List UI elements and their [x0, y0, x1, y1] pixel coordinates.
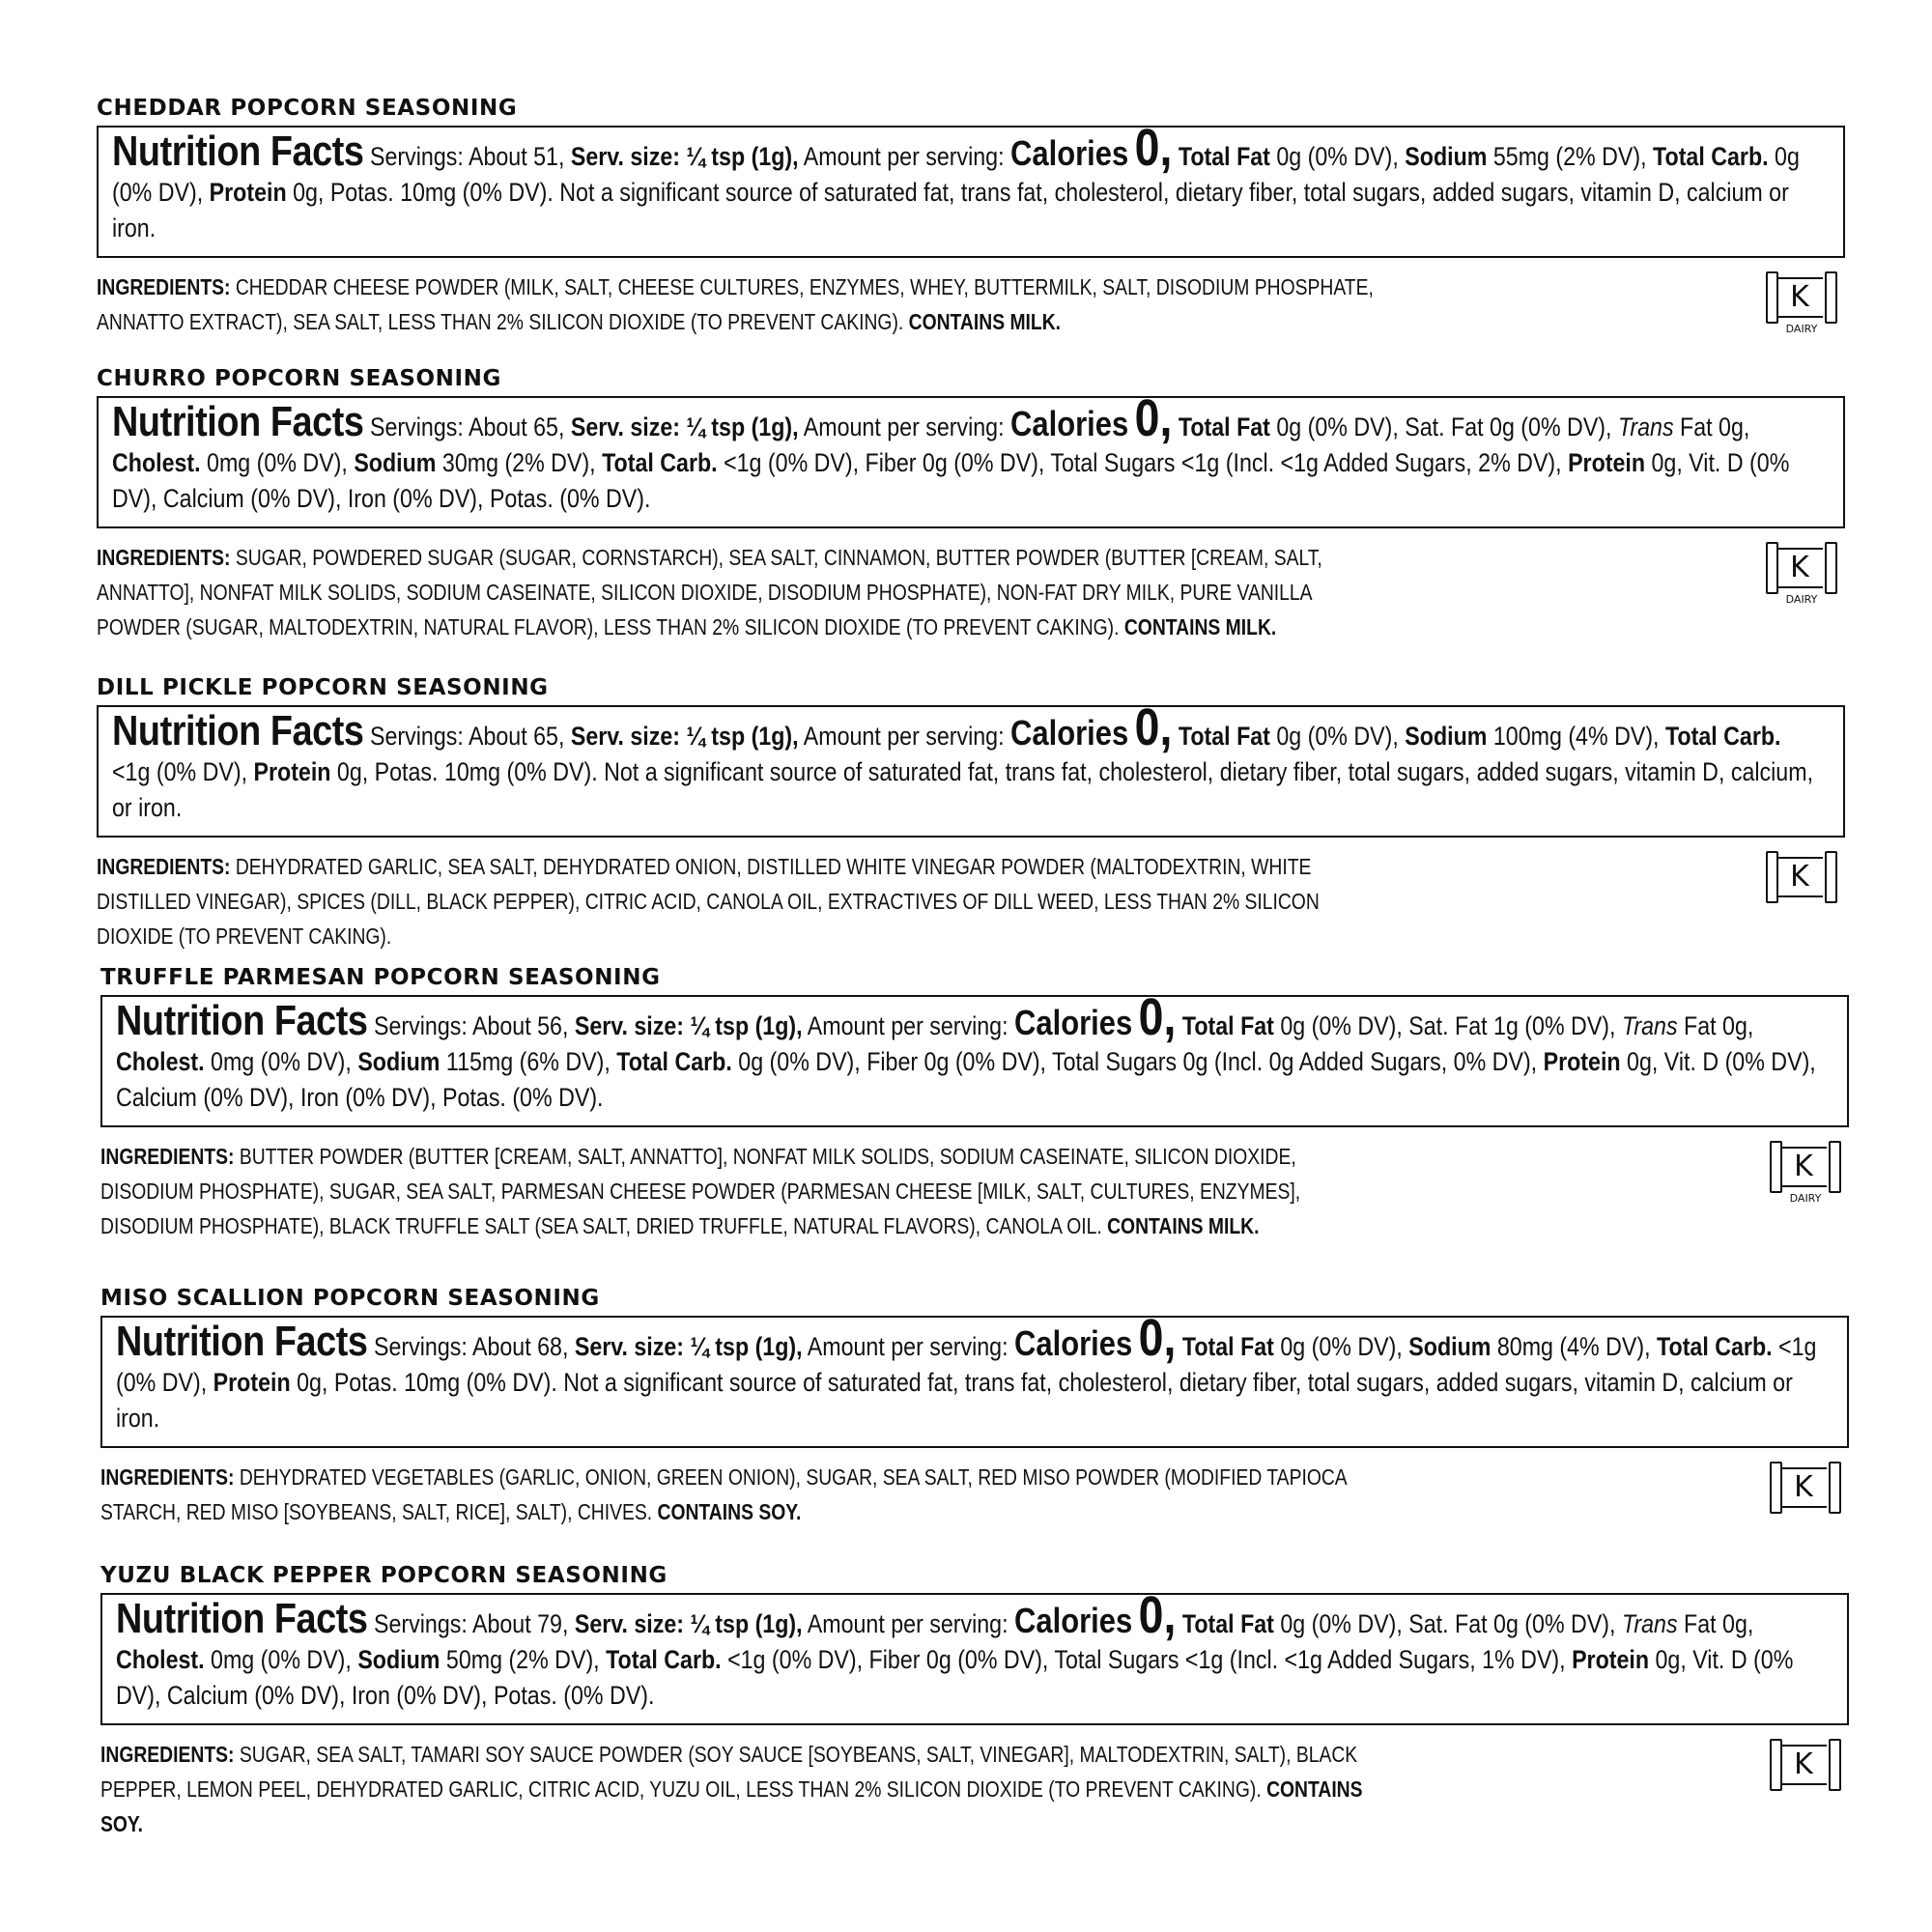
nutrient-fact: 0g (0% DV), Sat. Fat 1g (0% DV), — [1273, 1011, 1622, 1040]
ingredients-value: DEHYDRATED VEGETABLES (GARLIC, ONION, GREEN ONION), SUGAR, SEA SALT, RED MISO POWDER (MODIFIED TAPIOCA STARCH, RED MISO [SOYBEANS, SALT, RICE], SALT), CHIVES. — [100, 1464, 1347, 1524]
nutrient-fact: 0g, Vit. D (0% DV), Calcium (0% DV), Iron (0% DV), Potas. (0% DV). — [112, 448, 1790, 513]
nutrient-fact: 30mg (2% DV), — [436, 448, 603, 477]
nutrition-facts-text: Nutrition Facts Servings: About 65, Serv. size: ¼ tsp (1g), Amount per serving: Calories 0, Total Fat 0g (0% DV), Sodium 100mg (4% DV), Total Carb. <1g (0% DV), Protein 0g, Potas. 10mg (0% DV). Not a significant source of saturated fat, trans fat, cholesterol, dietary fiber, total sugars, added sugars, vitamin D, calcium, or iron. — [112, 698, 1814, 822]
nutrient-fact: Total Carb. — [602, 448, 718, 477]
amount-per-serving-label: Amount per serving: — [803, 722, 1005, 751]
nutrient-fact: Total Carb. — [1664, 722, 1781, 751]
nutrient-fact: 0g (0% DV), — [1269, 722, 1406, 751]
ingredients-row — [100, 1737, 1849, 1841]
serving-size-value: ¼ tsp (1g), — [690, 1609, 803, 1638]
servings-value: About 51 — [468, 142, 558, 171]
nutrient-fact: 0g (0% DV), — [1273, 1332, 1409, 1361]
nutrition-facts-text: Nutrition Facts Servings: About 56, Serv. size: ¼ tsp (1g), Amount per serving: Calories 0, Total Fat 0g (0% DV), Sat. Fat 1g (0% DV), Trans Fat 0g, Cholest. 0mg (0% DV), Sodium 115mg (6% DV), Total Carb. 0g (0% DV), Fiber 0g (0% DV), Total Sugars 0g (Incl. 0g Added Sugars, 0% DV), Protein 0g, Vit. D (0% DV), Calcium (0% DV), Iron (0% DV), Potas. (0% DV). — [116, 988, 1816, 1112]
ingredients-label: INGREDIENTS: — [97, 274, 231, 299]
nutrient-fact: Total Fat — [1181, 1332, 1274, 1361]
nutrient-fact: Sodium — [1405, 142, 1488, 171]
serving-size-value: ¼ tsp (1g), — [686, 412, 799, 441]
nutrient-fact: Protein — [209, 178, 287, 207]
calories-value: 0, — [1138, 988, 1177, 1046]
seasoning-title: YUZU BLACK PEPPER POPCORN SEASONING — [100, 1563, 668, 1588]
calories-value: 0, — [1134, 698, 1173, 756]
seasoning-title: CHURRO POPCORN SEASONING — [97, 366, 501, 391]
ingredients-label: INGREDIENTS: — [97, 854, 231, 879]
calories-label: Calories — [1014, 1601, 1133, 1640]
nutrition-facts-heading: Nutrition Facts — [116, 1318, 368, 1365]
contains-statement: CONTAINS MILK. — [908, 309, 1062, 334]
nutrient-fact: Total Carb. — [616, 1047, 732, 1076]
nutrition-facts-heading: Nutrition Facts — [116, 1595, 368, 1642]
serving-size-label: Serv. size: — [570, 142, 681, 171]
serving-size-value: ¼ tsp (1g), — [690, 1332, 803, 1361]
nutrient-fact: Fat 0g, — [1677, 1609, 1754, 1638]
serving-size-label: Serv. size: — [570, 722, 681, 751]
contains-statement: CONTAINS SOY. — [657, 1499, 802, 1524]
kosher-letter: K — [1780, 1745, 1827, 1785]
ingredients-label: INGREDIENTS: — [100, 1742, 235, 1767]
amount-per-serving-label: Amount per serving: — [807, 1332, 1009, 1361]
kosher-letter: K — [1776, 548, 1823, 588]
kosher-letter: K — [1780, 1147, 1827, 1187]
nutrient-fact: <1g (0% DV), — [112, 757, 254, 786]
calories-label: Calories — [1010, 404, 1129, 443]
serving-size-label: Serv. size: — [574, 1011, 685, 1040]
nutrition-facts-box — [97, 119, 1845, 258]
ingredients-row — [97, 540, 1845, 644]
nutrient-fact: Protein — [253, 757, 331, 786]
nutrient-fact: 0g (0% DV), Sat. Fat 0g (0% DV), — [1273, 1609, 1622, 1638]
nutrient-fact: Sodium — [357, 1645, 440, 1674]
seasoning-section — [100, 1562, 1849, 1841]
nutrition-facts-heading: Nutrition Facts — [112, 398, 364, 445]
nutrient-fact: 0g (0% DV), — [112, 142, 1800, 207]
calories-value: 0, — [1134, 119, 1173, 177]
nutrient-fact: Sodium — [1405, 722, 1488, 751]
nutrient-fact: 0mg (0% DV), — [204, 1645, 358, 1674]
nutrient-fact: <1g (0% DV), Fiber 0g (0% DV), Total Sugars <1g (Incl. <1g Added Sugars, 2% DV), — [717, 448, 1569, 477]
nutrient-fact: Trans — [1621, 1609, 1678, 1638]
nutrient-fact: <1g (0% DV), Fiber 0g (0% DV), Total Sugars <1g (Incl. <1g Added Sugars, 1% DV), — [721, 1645, 1573, 1674]
servings-label: Servings: — [370, 412, 464, 441]
nutrition-facts-text: Nutrition Facts Servings: About 51, Serv. size: ¼ tsp (1g), Amount per serving: Calories 0, Total Fat 0g (0% DV), Sodium 55mg (2% DV), Total Carb. 0g (0% DV), Protein 0g, Potas. 10mg (0% DV). Not a significant source of saturated fat, trans fat, cholesterol, dietary fiber, total sugars, added sugars, vitamin D, calcium or iron. — [112, 119, 1800, 242]
nutrient-fact: 55mg (2% DV), — [1487, 142, 1654, 171]
serving-size-value: ¼ tsp (1g), — [686, 722, 799, 751]
nutrient-fact: Protein — [1572, 1645, 1650, 1674]
nutrition-facts-box — [100, 988, 1849, 1127]
servings-label: Servings: — [374, 1332, 468, 1361]
contains-statement: CONTAINS SOY. — [100, 1776, 1363, 1836]
seasoning-title: MISO SCALLION POPCORN SEASONING — [100, 1286, 600, 1311]
nutrition-facts-box — [97, 389, 1845, 528]
nutrient-fact: <1g (0% DV), — [116, 1332, 1817, 1397]
servings-label: Servings: — [374, 1011, 468, 1040]
nutrient-fact: Trans — [1621, 1011, 1678, 1040]
servings-value: About 65 — [468, 412, 558, 441]
calories-value: 0, — [1138, 1309, 1177, 1367]
nutrition-facts-heading: Nutrition Facts — [116, 997, 368, 1044]
nutrition-facts-heading: Nutrition Facts — [112, 707, 364, 754]
ingredients-label: INGREDIENTS: — [100, 1144, 235, 1169]
nutrient-fact: Cholest. — [116, 1645, 205, 1674]
servings-label: Servings: — [370, 142, 464, 171]
nutrient-fact: Fat 0g, — [1677, 1011, 1754, 1040]
kosher-symbol-icon — [1766, 542, 1837, 615]
ingredients-value: SUGAR, SEA SALT, TAMARI SOY SAUCE POWDER (SOY SAUCE [SOYBEANS, SALT, VINEGAR], MALTODEXTRIN, SALT), BLACK PEPPER, LEMON PEEL, DEHYDRATED GARLIC, CITRIC ACID, YUZU OIL, LESS THAN 2% SILICON DIOXIDE (TO PREVENT CAKING). — [100, 1742, 1358, 1802]
nutrition-facts-box — [100, 1586, 1849, 1725]
nutrient-fact: Total Fat — [1178, 722, 1270, 751]
nutrition-facts-text: Nutrition Facts Servings: About 68, Serv. size: ¼ tsp (1g), Amount per serving: Calories 0, Total Fat 0g (0% DV), Sodium 80mg (4% DV), Total Carb. <1g (0% DV), Protein 0g, Potas. 10mg (0% DV). Not a significant source of saturated fat, trans fat, cholesterol, dietary fiber, total sugars, added sugars, vitamin D, calcium or iron. — [116, 1309, 1817, 1433]
ingredients-text — [97, 270, 1378, 339]
nutrient-fact: Total Fat — [1181, 1011, 1274, 1040]
amount-per-serving-label: Amount per serving: — [803, 142, 1005, 171]
kosher-symbol-icon — [1766, 271, 1837, 345]
seasoning-section — [97, 674, 1845, 953]
seasoning-title: CHEDDAR POPCORN SEASONING — [97, 96, 518, 121]
servings-value: About 68 — [471, 1332, 562, 1361]
kosher-symbol-icon — [1770, 1739, 1841, 1812]
nutrient-fact: Total Carb. — [1657, 1332, 1773, 1361]
nutrient-fact: 50mg (2% DV), — [440, 1645, 607, 1674]
ingredients-text — [97, 540, 1378, 644]
nutrient-fact: Protein — [1543, 1047, 1621, 1076]
servings-value: About 79 — [471, 1609, 562, 1638]
ingredients-row — [97, 849, 1845, 953]
calories-label: Calories — [1010, 133, 1129, 173]
kosher-letter: K — [1780, 1467, 1827, 1508]
seasoning-section — [100, 1285, 1849, 1529]
ingredients-row — [100, 1460, 1849, 1529]
ingredients-text — [100, 1139, 1382, 1243]
nutrient-fact: Fat 0g, — [1673, 412, 1750, 441]
nutrient-fact: 0mg (0% DV), — [204, 1047, 358, 1076]
nutrient-fact: Total Carb. — [606, 1645, 722, 1674]
nutrient-fact: Sodium — [1408, 1332, 1492, 1361]
calories-value: 0, — [1134, 389, 1173, 447]
ingredients-value: DEHYDRATED GARLIC, SEA SALT, DEHYDRATED ONION, DISTILLED WHITE VINEGAR POWDER (MALTODEXTRIN, WHITE DISTILLED VINEGAR), SPICES (DILL, BLACK PEPPER), CITRIC ACID, CANOLA OIL, EXTRACTIVES OF DILL WEED, LESS THAN 2% SILICON DIOXIDE (TO PREVENT CAKING). — [97, 854, 1320, 949]
nutrition-facts-box — [97, 698, 1845, 838]
seasoning-title: DILL PICKLE POPCORN SEASONING — [97, 675, 549, 700]
nutrient-fact: Total Fat — [1181, 1609, 1274, 1638]
kosher-dairy-note: DAIRY — [1785, 323, 1818, 335]
nutrient-fact: 0g, Potas. 10mg (0% DV). Not a significant source of saturated fat, trans fat, cholesterol, dietary fiber, total sugars, added sugars, vitamin D, calcium, or iron. — [112, 757, 1814, 822]
ingredients-row — [97, 270, 1845, 339]
nutrient-fact: 0g, Potas. 10mg (0% DV). Not a significant source of saturated fat, trans fat, cholesterol, dietary fiber, total sugars, added sugars, vitamin D, calcium or iron. — [116, 1368, 1793, 1433]
amount-per-serving-label: Amount per serving: — [807, 1609, 1009, 1638]
ingredients-text — [100, 1737, 1382, 1841]
amount-per-serving-label: Amount per serving: — [803, 412, 1005, 441]
contains-statement: CONTAINS MILK. — [1107, 1213, 1260, 1238]
calories-label: Calories — [1014, 1003, 1133, 1042]
ingredients-label: INGREDIENTS: — [97, 545, 231, 570]
seasoning-title: TRUFFLE PARMESAN POPCORN SEASONING — [100, 965, 661, 990]
nutrient-fact: 0g (0% DV), — [1269, 142, 1406, 171]
nutrient-fact: Protein — [1568, 448, 1646, 477]
kosher-dairy-note: DAIRY — [1785, 593, 1818, 606]
nutrient-fact: Trans — [1617, 412, 1674, 441]
ingredients-text — [100, 1460, 1382, 1529]
ingredients-value: SUGAR, POWDERED SUGAR (SUGAR, CORNSTARCH), SEA SALT, CINNAMON, BUTTER POWDER (BUTTER [CREAM, SALT, ANNATTO], NONFAT MILK SOLIDS, SODIUM CASEINATE, SILICON DIOXIDE, DISODIUM PHOSPHATE), NON-FAT DRY MILK, PURE VANILLA POWDER (SUGAR, MALTODEXTRIN, NATURAL FLAVOR), LESS THAN 2% SILICON DIOXIDE (TO PREVENT CAKING). — [97, 545, 1322, 639]
contains-statement: CONTAINS MILK. — [1123, 614, 1277, 639]
ingredients-row — [100, 1139, 1849, 1243]
nutrient-fact: Cholest. — [116, 1047, 205, 1076]
kosher-symbol-icon — [1770, 1141, 1841, 1214]
calories-value: 0, — [1138, 1586, 1177, 1644]
ingredients-value: CHEDDAR CHEESE POWDER (MILK, SALT, CHEESE CULTURES, ENZYMES, WHEY, BUTTERMILK, SALT, DISODIUM PHOSPHATE, ANNATTO EXTRACT), SEA SALT, LESS THAN 2% SILICON DIOXIDE (TO PREVENT CAKING). — [97, 274, 1374, 334]
calories-label: Calories — [1010, 713, 1129, 753]
servings-value: About 65 — [468, 722, 558, 751]
nutrient-fact: Total Carb. — [1653, 142, 1769, 171]
kosher-letter: K — [1776, 857, 1823, 897]
serving-size-label: Serv. size: — [574, 1609, 685, 1638]
servings-label: Servings: — [370, 722, 464, 751]
nutrient-fact: 0g, Potas. 10mg (0% DV). Not a significant source of saturated fat, trans fat, cholesterol, dietary fiber, total sugars, added sugars, vitamin D, calcium or iron. — [112, 178, 1789, 242]
nutrient-fact: 0g (0% DV), Sat. Fat 0g (0% DV), — [1269, 412, 1618, 441]
nutrient-fact: Sodium — [354, 448, 437, 477]
nutrient-fact: 80mg (4% DV), — [1491, 1332, 1658, 1361]
calories-label: Calories — [1014, 1323, 1133, 1363]
nutrient-fact: 0mg (0% DV), — [200, 448, 355, 477]
serving-size-value: ¼ tsp (1g), — [690, 1011, 803, 1040]
seasoning-section — [100, 964, 1849, 1243]
serving-size-label: Serv. size: — [570, 412, 681, 441]
servings-label: Servings: — [374, 1609, 468, 1638]
serving-size-value: ¼ tsp (1g), — [686, 142, 799, 171]
kosher-symbol-icon — [1770, 1462, 1841, 1535]
nutrient-fact: Cholest. — [112, 448, 201, 477]
nutrient-fact: 100mg (4% DV), — [1487, 722, 1665, 751]
seasoning-section — [97, 95, 1845, 339]
ingredients-label: INGREDIENTS: — [100, 1464, 235, 1490]
kosher-letter: K — [1776, 277, 1823, 318]
nutrition-facts-box — [100, 1309, 1849, 1448]
amount-per-serving-label: Amount per serving: — [807, 1011, 1009, 1040]
seasoning-section — [97, 365, 1845, 644]
nutrient-fact: Protein — [213, 1368, 291, 1397]
nutrient-fact: Sodium — [357, 1047, 440, 1076]
nutrient-fact: 0g (0% DV), Fiber 0g (0% DV), Total Sugars 0g (Incl. 0g Added Sugars, 0% DV), — [731, 1047, 1544, 1076]
nutrient-fact: Total Fat — [1178, 142, 1270, 171]
nutrition-facts-text: Nutrition Facts Servings: About 65, Serv. size: ¼ tsp (1g), Amount per serving: Calories 0, Total Fat 0g (0% DV), Sat. Fat 0g (0% DV), Trans Fat 0g, Cholest. 0mg (0% DV), Sodium 30mg (2% DV), Total Carb. <1g (0% DV), Fiber 0g (0% DV), Total Sugars <1g (Incl. <1g Added Sugars, 2% DV), Protein 0g, Vit. D (0% DV), Calcium (0% DV), Iron (0% DV), Potas. (0% DV). — [112, 389, 1790, 513]
servings-value: About 56 — [471, 1011, 562, 1040]
ingredients-value: BUTTER POWDER (BUTTER [CREAM, SALT, ANNATTO], NONFAT MILK SOLIDS, SODIUM CASEINATE, SILICON DIOXIDE, DISODIUM PHOSPHATE), SUGAR, SEA SALT, PARMESAN CHEESE POWDER (PARMESAN CHEESE [MILK, SALT, CULTURES, ENZYMES], DISODIUM PHOSPHATE), BLACK TRUFFLE SALT (SEA SALT, DRIED TRUFFLE, NATURAL FLAVORS), CANOLA OIL. — [100, 1144, 1301, 1238]
nutrition-facts-heading: Nutrition Facts — [112, 128, 364, 175]
kosher-dairy-note: DAIRY — [1789, 1192, 1822, 1205]
kosher-symbol-icon — [1766, 851, 1837, 924]
nutrient-fact: 0g, Vit. D (0% DV), Calcium (0% DV), Iron (0% DV), Potas. (0% DV). — [116, 1047, 1816, 1112]
nutrition-facts-text: Nutrition Facts Servings: About 79, Serv. size: ¼ tsp (1g), Amount per serving: Calories 0, Total Fat 0g (0% DV), Sat. Fat 0g (0% DV), Trans Fat 0g, Cholest. 0mg (0% DV), Sodium 50mg (2% DV), Total Carb. <1g (0% DV), Fiber 0g (0% DV), Total Sugars <1g (Incl. <1g Added Sugars, 1% DV), Protein 0g, Vit. D (0% DV), Calcium (0% DV), Iron (0% DV), Potas. (0% DV). — [116, 1586, 1794, 1710]
ingredients-text — [97, 849, 1378, 953]
nutrient-fact: 0g, Vit. D (0% DV), Calcium (0% DV), Iron (0% DV), Potas. (0% DV). — [116, 1645, 1794, 1710]
nutrient-fact: Total Fat — [1178, 412, 1270, 441]
nutrient-fact: 115mg (6% DV), — [440, 1047, 617, 1076]
serving-size-label: Serv. size: — [574, 1332, 685, 1361]
